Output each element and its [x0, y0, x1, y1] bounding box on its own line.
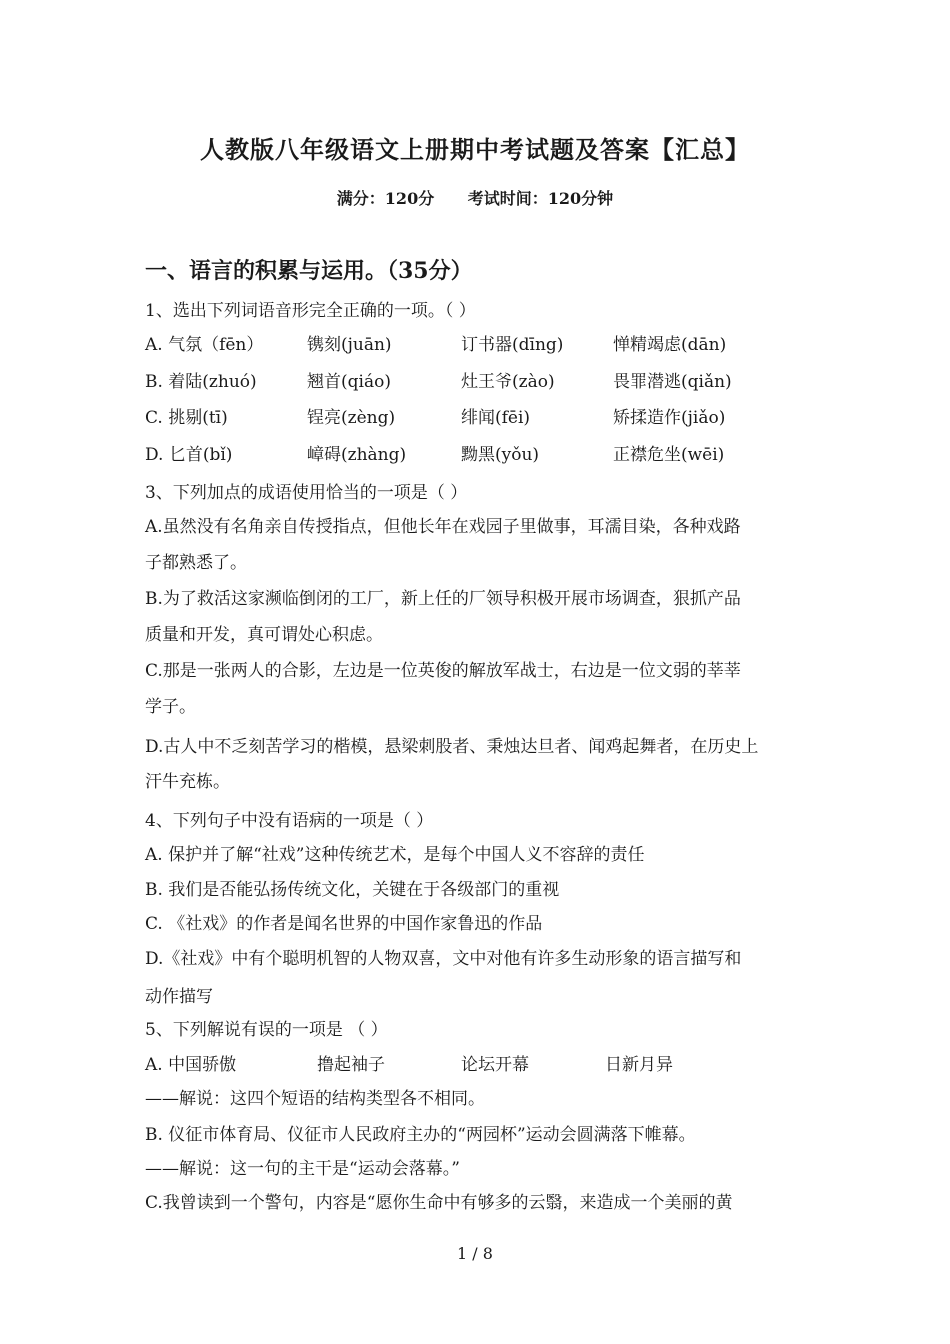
q3-text-line: 汗牛充栋。 [145, 772, 230, 792]
page-number: 1 / 8 [457, 1244, 493, 1263]
q5-phrase: 日新月异 [605, 1055, 673, 1075]
q3-text-line: C.那是一张两人的合影，左边是一位英俊的解放军战士，右边是一位文弱的莘莘 [145, 661, 741, 681]
q5-phrase: 论坛开幕 [461, 1055, 529, 1075]
q4-text-line: B. 我们是否能弘扬传统文化，关键在于各级部门的重视 [145, 880, 560, 900]
q1-option-cell: A. 气氛（fēn） [145, 335, 264, 355]
q5-text-line: ——解说：这一句的主干是“运动会落幕。” [145, 1159, 460, 1179]
question-1-prompt: 1、选出下列词语音形完全正确的一项。（ ） [145, 301, 476, 321]
q5-phrase: 撸起袖子 [317, 1055, 385, 1075]
question-4-prompt: 4、下列句子中没有语病的一项是（ ） [145, 811, 434, 831]
q4-text-line: D.《社戏》中有个聪明机智的人物双喜，文中对他有许多生动形象的语言描写和 [145, 949, 742, 969]
question-5-prompt: 5、下列解说有误的一项是 （ ） [145, 1020, 388, 1040]
q1-option-cell: 嶂碍(zhàng) [307, 445, 407, 465]
q3-text-line: 子都熟悉了。 [145, 553, 247, 573]
q1-option-cell: 惮精竭虑(dān) [613, 335, 727, 355]
exam-time: 考试时间：120分钟 [467, 189, 614, 208]
q1-option-cell: 正襟危坐(wēi) [613, 445, 725, 465]
full-score: 满分：120分 [336, 189, 435, 208]
q1-option-cell: 绯闻(fēi) [461, 408, 531, 428]
q5-text-line: ——解说：这四个短语的结构类型各不相同。 [145, 1089, 485, 1109]
section-heading: 一、语言的积累与运用。（35分） [145, 258, 473, 284]
q4-text-line: 动作描写 [145, 987, 213, 1007]
q1-option-cell: 灶王爷(zào) [461, 372, 555, 392]
q1-option-cell: C. 挑剔(tī) [145, 408, 228, 428]
q3-text-line: B.为了救活这家濒临倒闭的工厂，新上任的厂领导积极开展市场调查，狠抓产品 [145, 589, 741, 609]
q1-option-cell: B. 着陆(zhuó) [145, 372, 257, 392]
q1-option-cell: 畏罪潜逃(qiǎn) [613, 372, 732, 392]
q1-option-cell: 锃亮(zèng) [307, 408, 396, 428]
q1-option-cell: 镌刻(juān) [307, 335, 392, 355]
q3-text-line: A.虽然没有名角亲自传授指点，但他长年在戏园子里做事，耳濡目染，各种戏路 [145, 517, 741, 537]
q1-option-cell: D. 匕首(bǐ) [145, 445, 233, 465]
exam-info [0, 186, 950, 209]
q1-option-cell: 订书器(dīng) [461, 335, 564, 355]
q1-option-cell: 矫揉造作(jiǎo) [613, 408, 726, 428]
q4-text-line: A. 保护并了解“社戏”这种传统艺术，是每个中国人义不容辞的责任 [145, 845, 645, 865]
q3-text-line: D.古人中不乏刻苦学习的楷模，悬梁刺股者、秉烛达旦者、闻鸡起舞者，在历史上 [145, 737, 759, 757]
q3-text-line: 质量和开发，真可谓处心积虑。 [145, 625, 383, 645]
q3-text-line: 学子。 [145, 697, 196, 717]
q4-text-line: C. 《社戏》的作者是闻名世界的中国作家鲁迅的作品 [145, 914, 543, 934]
q5-phrase: A. 中国骄傲 [145, 1055, 237, 1075]
question-3-prompt: 3、下列加点的成语使用恰当的一项是（ ） [145, 483, 468, 503]
page-title: 人教版八年级语文上册期中考试题及答案【汇总】 [200, 135, 750, 164]
q1-option-cell: 黝黑(yǒu) [461, 445, 540, 465]
q1-option-cell: 翘首(qiáo) [307, 372, 391, 392]
q5-text-line: B. 仪征市体育局、仪征市人民政府主办的“两园杯”运动会圆满落下帷幕。 [145, 1125, 696, 1145]
q5-text-line: C.我曾读到一个警句，内容是“愿你生命中有够多的云翳，来造成一个美丽的黄 [145, 1193, 733, 1213]
